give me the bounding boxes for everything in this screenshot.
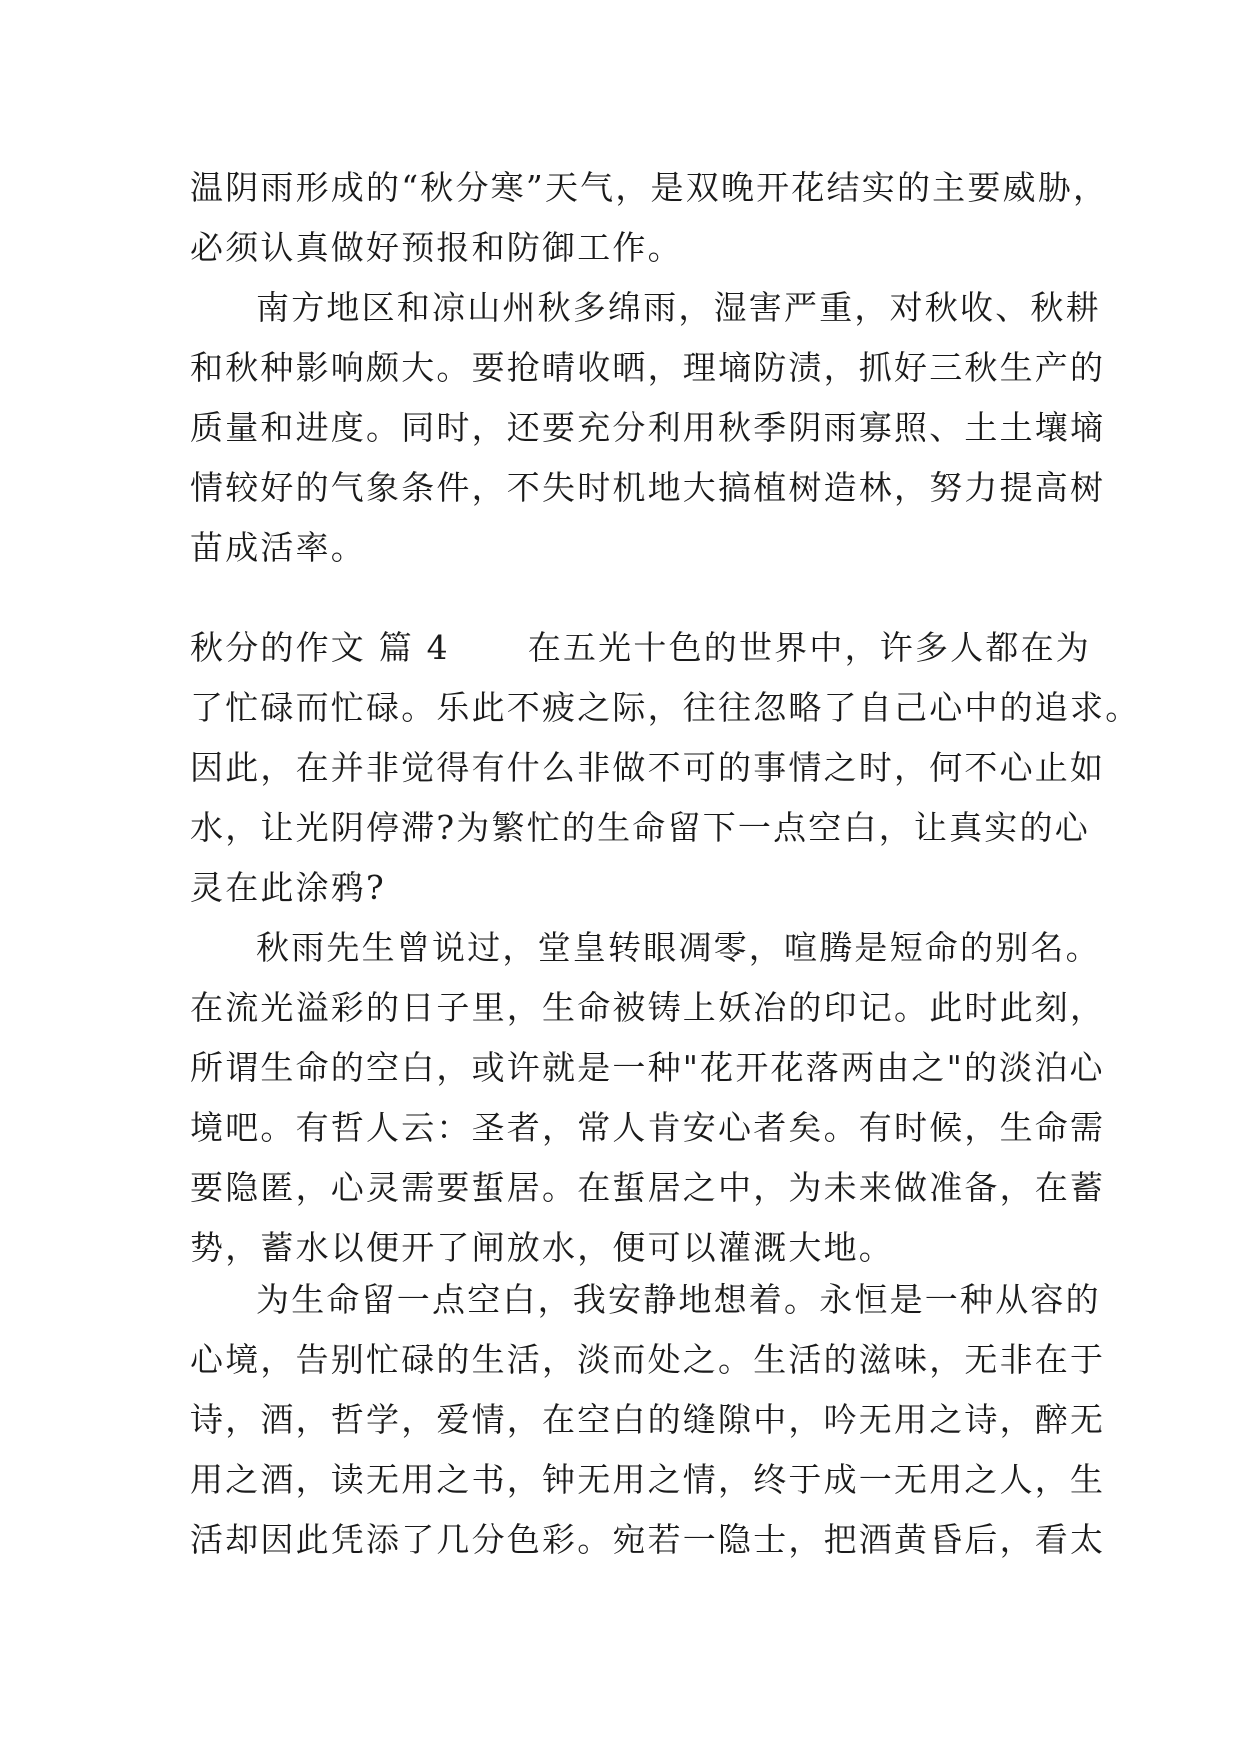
paragraph-weather-continued — [190, 158, 1109, 278]
paragraph-southern-region — [190, 278, 1106, 578]
text-line: 了忙碌而忙碌。乐此不疲之际，往往忽略了自己心中的追求。 — [190, 688, 1141, 727]
text-line: 温阴雨形成的“秋分寒”天气，是双晚开花结实的主要威胁， — [190, 168, 1109, 207]
essay-section-4 — [190, 618, 1141, 918]
text-line: 必须认真做好预报和防御工作。 — [190, 228, 683, 267]
text-line: 秋雨先生曾说过，堂皇转眼凋零，喧腾是短命的别名。 — [256, 928, 1101, 967]
text-line: 活却因此凭添了几分色彩。宛若一隐士，把酒黄昏后，看太 — [190, 1520, 1106, 1559]
text-line: 质量和进度。同时，还要充分利用秋季阴雨寡照、土土壤墒 — [190, 408, 1106, 447]
paragraph-life-blank — [190, 1270, 1106, 1570]
paragraph-qiuyu-quote — [190, 918, 1106, 1278]
text-line: 在流光溢彩的日子里，生命被铸上妖冶的印记。此时此刻， — [190, 988, 1106, 1027]
text-line: 要隐匿，心灵需要蜇居。在蜇居之中，为未来做准备，在蓄 — [190, 1168, 1106, 1207]
text-line: 灵在此涂鸦? — [190, 868, 386, 907]
text-line — [190, 618, 1091, 678]
text-line: 用之酒，读无用之书，钟无用之情，终于成一无用之人，生 — [190, 1460, 1106, 1499]
section-heading: 秋分的作文 篇 4 — [190, 628, 450, 667]
text-line: 和秋种影响颇大。要抢晴收晒，理墒防渍，抓好三秋生产的 — [190, 348, 1106, 387]
text-line: 因此，在并非觉得有什么非做不可的事情之时，何不心止如 — [190, 748, 1106, 787]
text-line: 所谓生命的空白，或许就是一种"花开花落两由之"的淡泊心 — [190, 1048, 1105, 1087]
text-line: 水，让光阴停滞?为繁忙的生命留下一点空白，让真实的心 — [190, 808, 1090, 847]
text-line: 为生命留一点空白，我安静地想着。永恒是一种从容的 — [256, 1280, 1101, 1319]
text-line: 南方地区和凉山州秋多绵雨，湿害严重，对秋收、秋耕 — [256, 288, 1101, 327]
text-line: 境吧。有哲人云：圣者，常人肯安心者矣。有时候，生命需 — [190, 1108, 1106, 1147]
text-line: 势，蓄水以便开了闸放水，便可以灌溉大地。 — [190, 1228, 894, 1267]
text-line: 苗成活率。 — [190, 528, 366, 567]
text-line: 情较好的气象条件，不失时机地大搞植树造林，努力提高树 — [190, 468, 1106, 507]
text-line: 诗，酒，哲学，爱情，在空白的缝隙中，吟无用之诗，醉无 — [190, 1400, 1106, 1439]
section-first-line: 在五光十色的世界中，许多人都在为 — [527, 628, 1091, 667]
text-line: 心境，告别忙碌的生活，淡而处之。生活的滋味，无非在于 — [190, 1340, 1106, 1379]
